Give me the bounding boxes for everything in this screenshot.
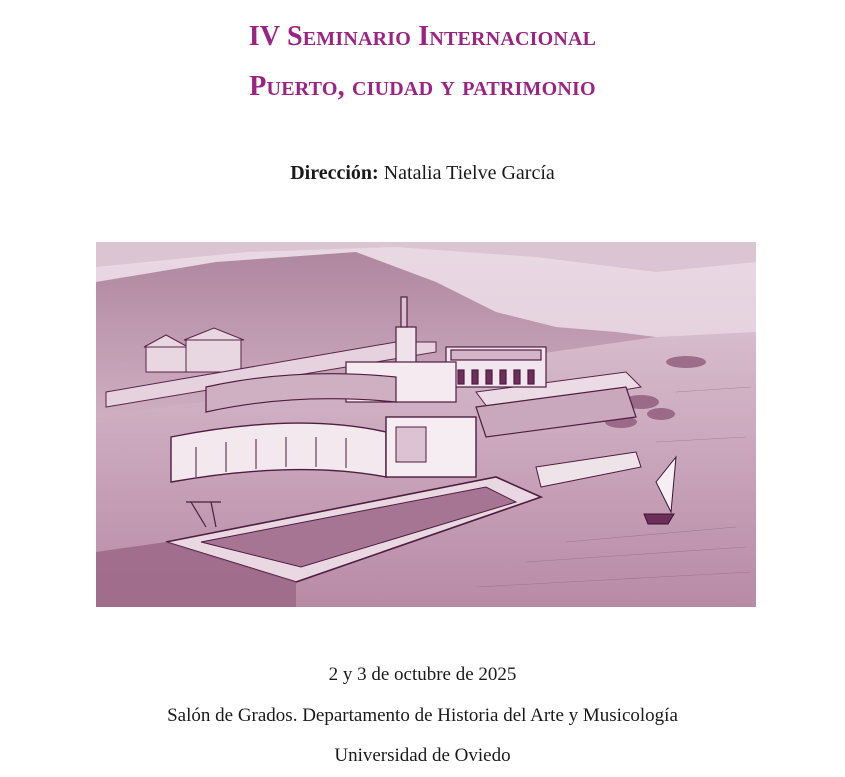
direction-line (0, 160, 845, 186)
director-name: Natalia Tielve García (383, 162, 555, 184)
direction-label: Dirección: (290, 162, 379, 184)
harbour-illustration (96, 242, 756, 607)
event-dates: 2 y 3 de octubre de 2025 (328, 664, 517, 685)
seminar-title: IV Seminario Internacional (248, 21, 597, 52)
seminar-subtitle: Puerto, ciudad y patrimonio (249, 71, 596, 102)
event-venue: Salón de Grados. Departamento de Historia del Arte y Musicología (167, 705, 678, 726)
event-institution: Universidad de Oviedo (334, 745, 511, 766)
